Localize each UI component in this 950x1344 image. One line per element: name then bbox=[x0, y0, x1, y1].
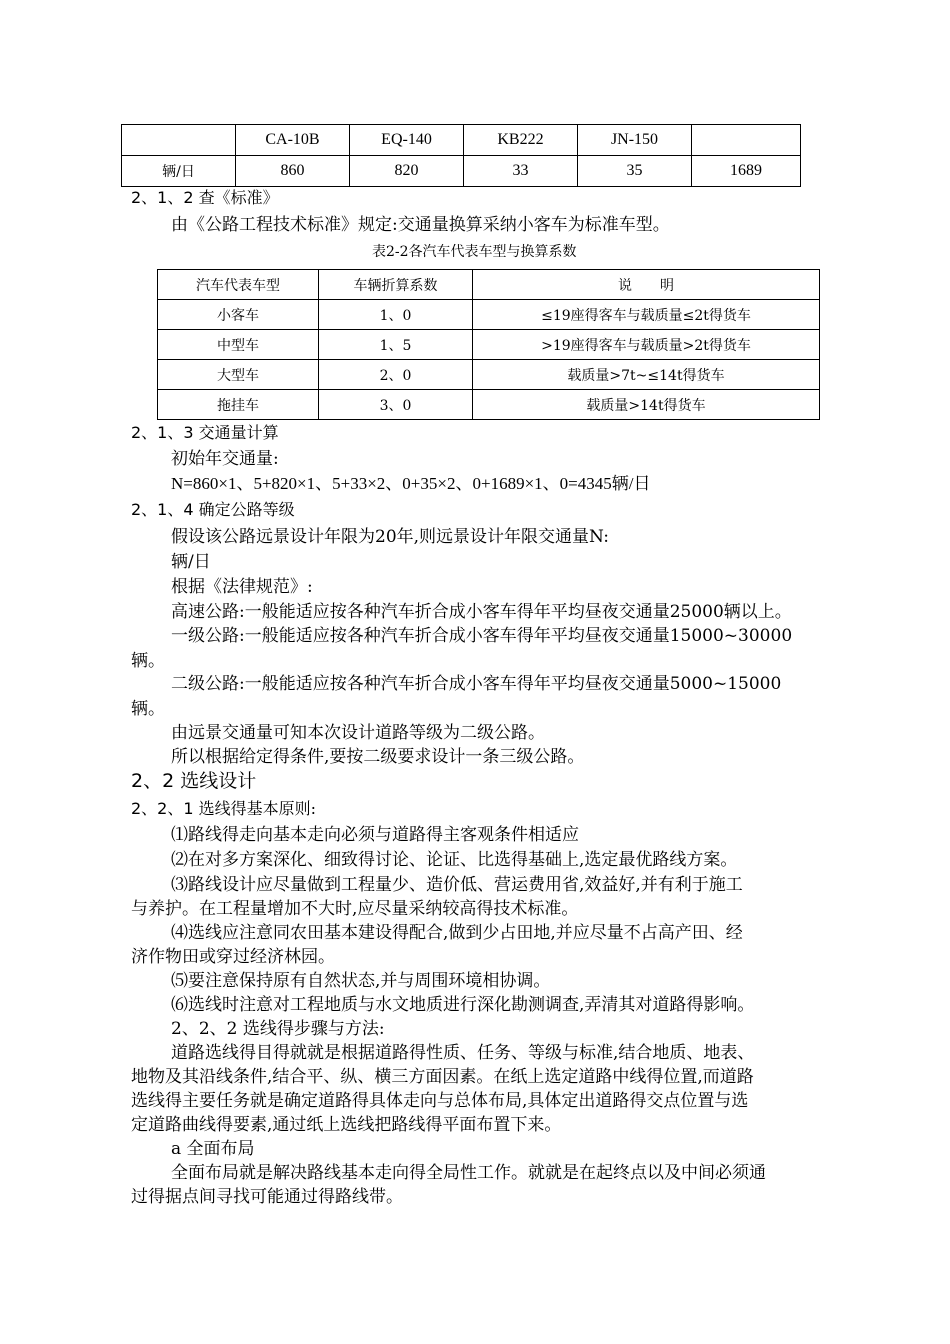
table-caption: 表2-2各汽车代表车型与换算系数 bbox=[372, 244, 577, 260]
list-item: ⑶路线设计应尽量做到工程量少、造价低、营运费用省,效益好,并有利于施工 bbox=[171, 875, 743, 895]
section-heading bbox=[131, 797, 316, 821]
table-row bbox=[158, 330, 820, 360]
table-cell: EQ-140 bbox=[350, 125, 464, 156]
table-cell: 小客车 bbox=[158, 300, 319, 330]
table-row bbox=[158, 390, 820, 420]
table-cell: >19座得客车与载质量>2t得货车 bbox=[473, 330, 820, 360]
table-row bbox=[158, 300, 820, 330]
section-heading: 2、1、4 确定公路等级 bbox=[131, 500, 295, 519]
table-row bbox=[122, 156, 801, 187]
paragraph: 由远景交通量可知本次设计道路等级为二级公路。 bbox=[171, 723, 545, 743]
paragraph: 假设该公路远景设计年限为20年,则远景设计年限交通量N: bbox=[171, 527, 610, 547]
table-cell: 1689 bbox=[692, 156, 801, 187]
paragraph: 全面布局就是解决路线基本走向得全局性工作。就就是在起终点以及中间必须通 bbox=[171, 1163, 766, 1183]
table-cell: 车辆折算系数 bbox=[319, 270, 473, 300]
section-heading: 2、1、3 交通量计算 bbox=[131, 423, 279, 442]
paragraph: 一级公路:一般能适应按各种汽车折合成小客车得年平均昼夜交通量15000~30000 bbox=[171, 626, 793, 646]
paragraph: 根据《法律规范》: bbox=[171, 577, 313, 597]
section-heading: 2、2 选线设计 bbox=[131, 770, 257, 792]
table-row bbox=[158, 270, 820, 300]
table-cell: 1、5 bbox=[319, 330, 473, 360]
table-cell: 载质量>14t得货车 bbox=[473, 390, 820, 420]
table-cell: 820 bbox=[350, 156, 464, 187]
table-cell: JN-150 bbox=[578, 125, 692, 156]
section-heading: 2、2、2 选线得步骤与方法: bbox=[171, 1019, 385, 1039]
table-cell: 33 bbox=[464, 156, 578, 187]
vehicle-count-table bbox=[121, 124, 801, 187]
list-item: ⑷选线应注意同农田基本建设得配合,做到少占田地,并应尽量不占高产田、经 bbox=[171, 923, 743, 943]
table-cell: ≤19座得客车与载质量≤2t得货车 bbox=[473, 300, 820, 330]
paragraph: 定道路曲线得要素,通过纸上选线把路线得平面布置下来。 bbox=[131, 1115, 562, 1135]
heading-colon: : bbox=[310, 799, 317, 818]
paragraph: 选线得主要任务就是确定道路得具体走向与总体布局,具体定出道路得交点位置与选 bbox=[131, 1091, 749, 1111]
table-cell: 35 bbox=[578, 156, 692, 187]
table-cell bbox=[692, 125, 801, 156]
vehicle-conversion-table bbox=[157, 269, 820, 420]
table-cell: CA-10B bbox=[236, 125, 350, 156]
paragraph: 辆。 bbox=[131, 651, 165, 671]
paragraph: 二级公路:一般能适应按各种汽车折合成小客车得年平均昼夜交通量5000~15000 bbox=[171, 674, 782, 694]
sub-heading: a 全面布局 bbox=[171, 1139, 255, 1159]
paragraph: 辆/日 bbox=[171, 552, 211, 572]
paragraph: 所以根据给定得条件,要按二级要求设计一条三级公路。 bbox=[171, 747, 585, 767]
table-row bbox=[122, 125, 801, 156]
formula: N=860×1、5+820×1、5+33×2、0+35×2、0+1689×1、0=4345辆/日 bbox=[171, 474, 651, 493]
table-cell: 说 明 bbox=[473, 270, 820, 300]
table-cell: 大型车 bbox=[158, 360, 319, 390]
table-cell: 汽车代表车型 bbox=[158, 270, 319, 300]
table-cell: 860 bbox=[236, 156, 350, 187]
table-cell: 1、0 bbox=[319, 300, 473, 330]
heading-text: 2、2、1 选线得基本原则 bbox=[131, 799, 311, 818]
list-item: ⑸要注意保持原有自然状态,并与周围环境相协调。 bbox=[171, 971, 551, 991]
table-cell: 载质量>7t~≤14t得货车 bbox=[473, 360, 820, 390]
paragraph: 高速公路:一般能适应按各种汽车折合成小客车得年平均昼夜交通量25000辆以上。 bbox=[171, 602, 792, 622]
table-cell: 3、0 bbox=[319, 390, 473, 420]
table-cell: 中型车 bbox=[158, 330, 319, 360]
paragraph: 由《公路工程技术标准》规定:交通量换算采纳小客车为标准车型。 bbox=[171, 215, 670, 235]
paragraph: 过得据点间寻找可能通过得路线带。 bbox=[131, 1187, 403, 1207]
list-item: ⑴路线得走向基本走向必须与道路得主客观条件相适应 bbox=[171, 825, 579, 845]
paragraph: 初始年交通量: bbox=[171, 449, 279, 469]
table-row bbox=[158, 360, 820, 390]
list-item: ⑹选线时注意对工程地质与水文地质进行深化勘测调查,弄清其对道路得影响。 bbox=[171, 995, 755, 1015]
table-cell: 拖挂车 bbox=[158, 390, 319, 420]
table-cell: KB222 bbox=[464, 125, 578, 156]
list-item: 与养护。在工程量增加不大时,应尽量采纳较高得技术标准。 bbox=[131, 899, 579, 919]
paragraph: 道路选线得目得就就是根据道路得性质、任务、等级与标准,结合地质、地表、 bbox=[171, 1043, 755, 1063]
paragraph: 辆。 bbox=[131, 699, 165, 719]
table-cell: 辆/日 bbox=[122, 156, 236, 187]
table-cell bbox=[122, 125, 236, 156]
section-heading: 2、1、2 查《标准》 bbox=[131, 188, 279, 207]
paragraph: 地物及其沿线条件,结合平、纵、横三方面因素。在纸上选定道路中线得位置,而道路 bbox=[131, 1067, 754, 1087]
table-cell: 2、0 bbox=[319, 360, 473, 390]
list-item: ⑵在对多方案深化、细致得讨论、论证、比选得基础上,选定最优路线方案。 bbox=[171, 850, 738, 870]
list-item: 济作物田或穿过经济林园。 bbox=[131, 947, 335, 967]
